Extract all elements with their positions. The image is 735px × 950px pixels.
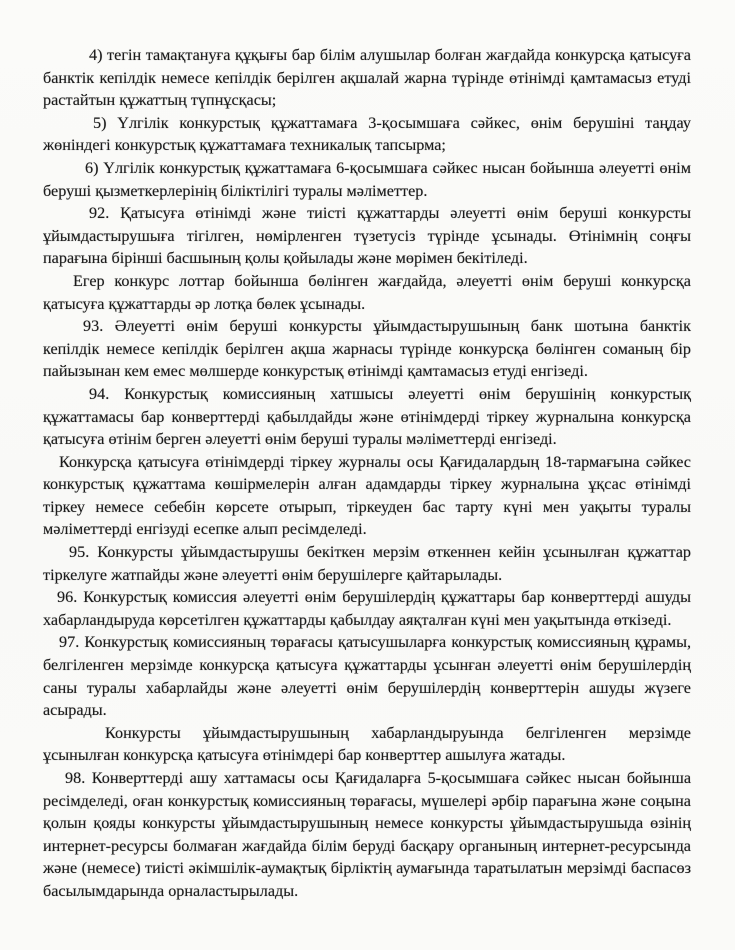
paragraph-92-cont: Егер конкурс лоттар бойынша бөлінген жағдайда, әлеуетті өнім беруші конкурсқа қатысуға құжаттарды әр лотқа бөлек ұсынады. <box>43 271 691 313</box>
paragraph-item-4: 4) тегін тамақтануға құқығы бар білім алушылар болған жағдайда конкурсқа қатысуға банктік кепілдік немесе кепілдік берілген ақшалай жарна түрінде өтінімді қамтамасыз етуді растайтын құжаттың түпнұсқасы; <box>43 46 691 110</box>
paragraph-96: 96. Конкурстық комиссия әлеуетті өнім берушілердің құжаттары бар конверттерді ашуды хабарландыруда көрсетілген құжаттарды қабылдау аяқталған күні мен уақытында өткізеді. <box>43 588 691 629</box>
paragraph-97: 97. Конкурстық комиссияның төрағасы қатысушыларға конкурстық комиссияның құрамы, белгіленген мерзімде конкурсқа қатысуға құжаттарды ұсынған әлеуетті өнім берушілердің саны туралы хабарлайды және әлеуетті өнім берушілердің конверттерін ашуды жүзеге асырады. <box>43 633 691 720</box>
paragraph-93: 93. Әлеуетті өнім беруші конкурсты ұйымдастырушының банк шотына банктік кепілдік немесе кепілдік берілген ақша жарнасы түрінде конкурсқа бөлінген соманың бір пайызынан кем емес мөлшерде конкурстық өтінімді қамтамасыз етуді енгізеді. <box>43 317 691 381</box>
paragraph-92: 92. Қатысуға өтінімді және тиісті құжаттарды әлеуетті өнім беруші конкурсты ұйымдастырушыға тігілген, нөмірленген түзетусіз түрінде ұсынады. Өтінімнің соңғы парағына бірінші басшының қолы қойылады және мөрімен бекітіледі. <box>43 204 691 268</box>
paragraph-item-5: 5) Үлгілік конкурстық құжаттамаға 3-қосымшаға сәйкес, өнім берушіні таңдау жөніндегі конкурстық құжаттамаға техникалық тапсырма; <box>43 113 691 155</box>
paragraph-98: 98. Конверттерді ашу хаттамасы осы Қағидаларға 5-қосымшаға сәйкес нысан бойынша ресімделеді, оған конкурстық комиссияның төрағасы, мүшелері әрбір парағына және соңына қолын қояды конкурсты ұйымдастырушының немесе конкурсты ұйымдастырушыда өзінің интернет-ресурсы болмаған жағдайда білім беруді басқару органының интернет-ресурсында және (немесе) тиісті әкімшілік-аумақтық бірліктің аумағында таратылатын мерзімді баспасөз басылымдарында орналастырылады. <box>43 769 691 900</box>
paragraph-94: 94. Конкурстық комиссияның хатшысы әлеуетті өнім берушінің конкурстық құжаттамасы бар конверттерді қабылдайды және өтінімдерді тіркеу журналына конкурсқа қатысуға өтінім берген әлеуетті өнім беруші туралы мәліметтерді енгізеді. <box>43 384 691 449</box>
paragraph-item-6: 6) Үлгілік конкурстық құжаттамаға 6-қосымшаға сәйкес нысан бойынша әлеуетті өнім беруші қызметкерлерінің біліктілігі туралы мәліметтер. <box>43 158 691 200</box>
paragraph-95: 95. Конкурсты ұйымдастырушы бекіткен мерзім өткеннен кейін ұсынылған құжаттар тіркелуге жатпайды және әлеуетті өнім берушілерге қайтарылады. <box>43 543 691 584</box>
paragraph-94-cont: Конкурсқа қатысуға өтінімдерді тіркеу журналы осы Қағидалардың 18-тармағына сәйкес конкурстық құжаттама көшірмелерін алған адамдарды тіркеу журналына ұқсас өтінімді тіркеу немесе себебін көрсете отырып, тіркеуден бас тарту күні мен уақыты туралы мәліметтерді енгізуді есепке алып ресімделеді. <box>43 452 691 539</box>
paragraph-97-cont: Конкурсты ұйымдастырушының хабарландыруында белгіленген мерзімде ұсынылған конкурсқа қатысуға өтінімдері бар конверттер ашылуға жатады. <box>43 723 691 765</box>
